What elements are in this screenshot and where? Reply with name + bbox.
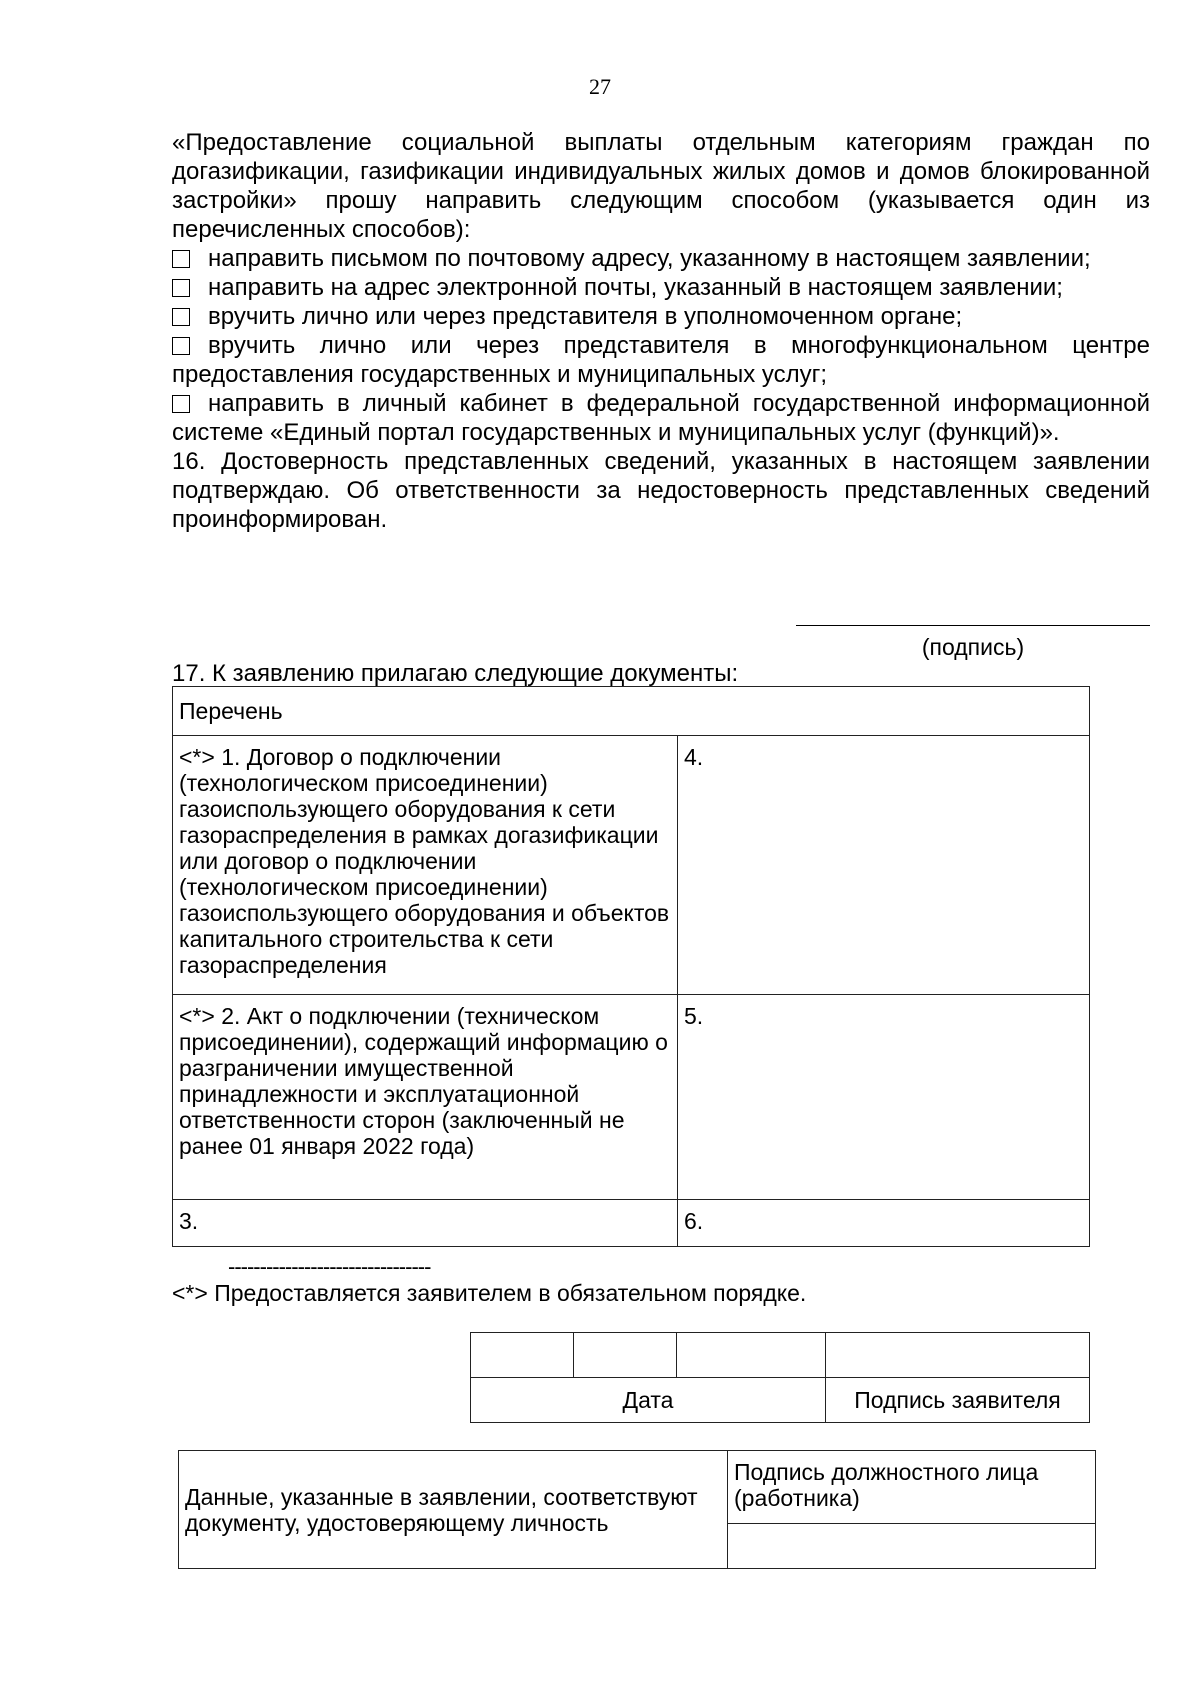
official-signature-label: Подпись должностного лица (работника) [728,1451,1096,1524]
checkbox-mfc[interactable] [172,337,190,355]
item-16-paragraph: 16. Достоверность представленных сведений, указанных в настоящем заявлении подтверждаю. Об ответственности за недостоверность представленных сведений проинформирован. [172,448,1150,533]
document-cell-6[interactable]: 6. [678,1200,1090,1247]
document-cell-1[interactable]: <*> 1. Договор о подключении (технологическом присоединении) газоиспользующего оборудования к сети газораспределения в рамках догазификации или договор о подключении (технологическом присоединении) газоиспользующего оборудования и объектов капитального строительства к сети газораспределения [173,736,678,995]
signature-line[interactable] [796,625,1150,626]
document-cell-3[interactable]: 3. [173,1200,678,1247]
official-verification-table [178,1450,1096,1569]
table-row [173,995,1090,1200]
official-row-top [179,1451,1096,1524]
checkbox-email[interactable] [172,279,190,297]
delivery-option-mfc [172,331,1150,389]
delivery-option-label: вручить лично или через представителя в уполномоченном органе; [208,303,963,330]
date-input-row [471,1333,1090,1378]
footnote-separator: -------------------------------- [228,1254,431,1279]
date-year-cell[interactable] [677,1333,826,1378]
delivery-option-label: направить на адрес электронной почты, указанный в настоящем заявлении; [208,274,1063,301]
delivery-option-label: вручить лично или через представителя в многофункциональном центре предоставления государственных и муниципальных услуг; [172,332,1150,388]
delivery-option-label: направить в личный кабинет в федеральной государственной информационной системе «Единый портал государственных и муниципальных услуг (функций)». [172,390,1150,446]
documents-table [172,686,1090,1247]
date-label: Дата [471,1378,826,1423]
table-header-cell: Перечень [173,687,1090,736]
date-month-cell[interactable] [574,1333,677,1378]
item-17-heading: 17. К заявлению прилагаю следующие документы: [172,660,739,687]
date-day-cell[interactable] [471,1333,574,1378]
document-cell-4[interactable]: 4. [678,736,1090,995]
checkbox-post[interactable] [172,250,190,268]
delivery-option-authority [172,302,1150,331]
table-row [173,1200,1090,1247]
signature-block [796,625,1150,661]
delivery-option-email [172,273,1150,302]
official-signature-cell[interactable] [728,1524,1096,1569]
date-signature-table [470,1332,1090,1423]
document-cell-5[interactable]: 5. [678,995,1090,1200]
date-label-row [471,1378,1090,1423]
intro-paragraph: «Предоставление социальной выплаты отдельным категориям граждан по догазификации, газификации индивидуальных жилых домов и домов блокированной застройки» прошу направить следующим способом (указывается один из перечисленных способов): [172,129,1150,243]
document-cell-2[interactable]: <*> 2. Акт о подключении (техническом присоединении), содержащий информацию о разграничении имущественной принадлежности и эксплуатационной ответственности сторон (заключенный не ранее 01 января 2022 года) [173,995,678,1200]
checkbox-authority[interactable] [172,308,190,326]
delivery-option-post [172,244,1150,273]
table-row [173,736,1090,995]
application-body [172,128,1150,534]
page-number: 27 [589,74,611,99]
applicant-signature-cell[interactable] [826,1333,1090,1378]
delivery-option-portal [172,389,1150,447]
signature-caption: (подпись) [921,634,1025,660]
applicant-signature-label: Подпись заявителя [826,1378,1090,1423]
verification-text: Данные, указанные в заявлении, соответствуют документу, удостоверяющему личность [179,1451,728,1569]
delivery-option-label: направить письмом по почтовому адресу, указанному в настоящем заявлении; [208,245,1091,272]
delivery-options-list [172,244,1150,447]
table-header-row [173,687,1090,736]
checkbox-portal[interactable] [172,395,190,413]
footnote-text: <*> Предоставляется заявителем в обязательном порядке. [172,1280,807,1306]
